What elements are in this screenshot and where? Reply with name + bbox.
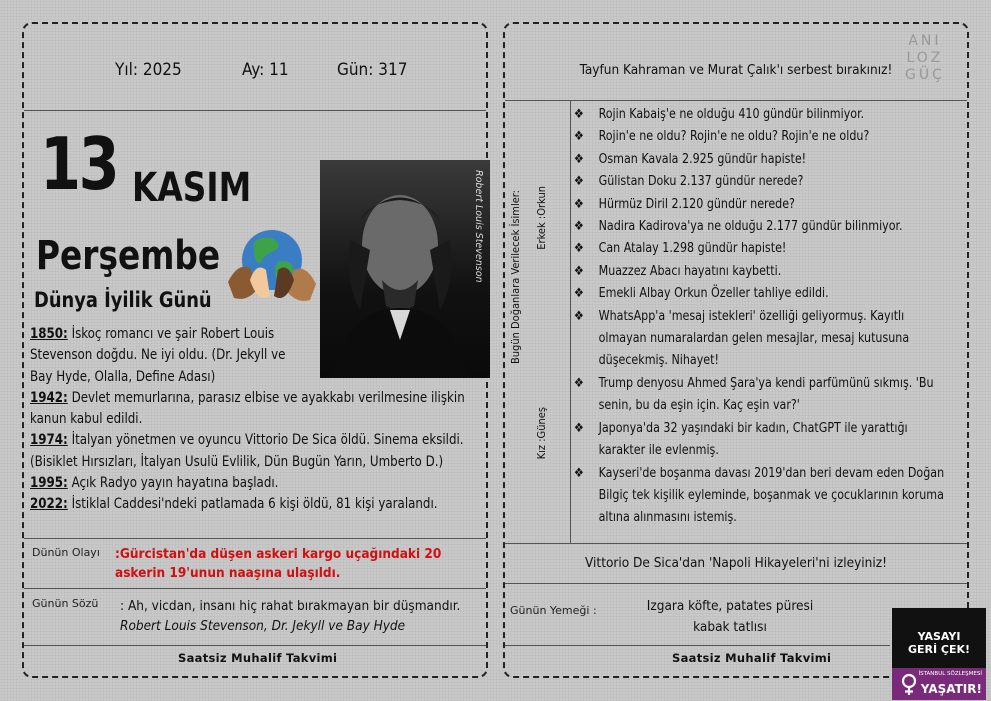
year-label: Yıl: 2025 <box>115 60 182 80</box>
right-header-divider <box>505 100 967 101</box>
quote-text: : Ah, vicdan, insanı hiç rahat bırakmayan bir düşmandır. Robert Louis Stevenson, Dr. Jekyll ve Bay Hyde <box>120 596 480 636</box>
news-item: ❖ Emekli Albay Orkun Özeller tahliye edildi. <box>572 283 947 305</box>
news-item: ❖ Rojin Kabaiş'e ne olduğu 410 gündür bilinmiyor. <box>572 104 947 126</box>
footer-left: Saatsiz Muhalif Takvimi <box>178 651 338 665</box>
history-item: 1995: Açık Radyo yayın hayatına başladı. <box>30 475 279 492</box>
news-item: ❖ Hürmüz Diril 2.120 gündür nerede? <box>572 194 947 216</box>
diamond-bullet-icon: ❖ <box>573 286 584 302</box>
news-item: ❖ Muazzez Abacı hayatını kaybetti. <box>572 261 947 283</box>
event-label: Dünün Olayı <box>32 546 100 559</box>
girl-name: Kız :Güneş <box>535 407 548 460</box>
history-item: 1942: Devlet memurlarına, parasız elbise ve ayakkabı verilmesine ilişkin kanun kabul edildi. <box>30 389 465 428</box>
names-divider <box>570 100 571 543</box>
diamond-bullet-icon: ❖ <box>573 420 584 436</box>
history-item: 2022: İstiklal Caddesi'ndeki patlamada 6 kişi öldü, 81 kişi yaralandı. <box>30 496 438 513</box>
news-item: ❖ Can Atalay 1.298 gündür hapiste! <box>572 238 947 260</box>
portrait-caption: Robert Louis Stevenson <box>473 170 484 283</box>
diamond-bullet-icon: ❖ <box>573 107 584 122</box>
month-name: KASIM <box>132 165 252 211</box>
diamond-bullet-icon: ❖ <box>573 196 584 212</box>
news-item: ❖ Kayseri'de boşanma davası 2019'dan beri devam eden Doğan Bilgiç tek kişilik eyleminde, boşanmak ve çocuklarının koruma altına alınmasını istemiş. <box>572 463 947 530</box>
meal-label: Günün Yemeği : <box>510 604 597 617</box>
globe-hands-icon <box>220 222 330 312</box>
news-divider <box>505 543 967 544</box>
history-item: 1850: İskoç romancı ve şair Robert Louis Stevenson doğdu. Ne iyi oldu. (Dr. Jekyll ve Bay Hyde, Olalla, Define Adası) <box>30 326 286 385</box>
film-recommendation: Vittorio De Sica'dan 'Napoli Hikayeleri'ni izleyiniz! <box>585 555 887 571</box>
history-item: 1974: İtalyan yönetmen ve oyuncu Vittorio De Sica öldü. Sinema eksildi. (Bisiklet Hırsızları, İtalyan Usulü Evlilik, Dün Bugün Yarın, Umberto D.) <box>30 432 464 470</box>
day-number: 13 <box>40 122 118 206</box>
month-label: Ay: 11 <box>242 60 289 80</box>
news-item: ❖ Osman Kavala 2.925 gündür hapiste! <box>572 149 947 171</box>
day-of-year-label: Gün: 317 <box>337 60 408 80</box>
news-item: ❖ Nadira Kadirova'ya ne olduğu 2.177 gündür bilinmiyor. <box>572 216 947 238</box>
diamond-bullet-icon: ❖ <box>573 151 584 167</box>
meal-text: Izgara köfte, patates püresi kabak tatlısı <box>646 598 814 635</box>
diamond-bullet-icon: ❖ <box>573 308 584 324</box>
news-item: ❖ Japonya'da 32 yaşındaki bir kadın, ChatGPT ile yarattığı karakter ile evlenmiş. <box>572 418 947 463</box>
film-divider <box>505 583 967 584</box>
quote-label: Günün Sözü <box>32 597 99 610</box>
special-day: Dünya İyilik Günü <box>34 288 212 312</box>
diamond-bullet-icon: ❖ <box>573 129 584 145</box>
diamond-bullet-icon: ❖ <box>573 263 584 279</box>
footer-right: Saatsiz Muhalif Takvimi <box>672 651 832 665</box>
news-item: ❖ WhatsApp'a 'mesaj istekleri' özelliği geliyormuş. Kayıtlı olmayan numaralardan gelen mesajlar, mesaj kutusuna düşecekmiş. Nihayet! <box>572 306 947 373</box>
logo: ANI LOZ GÜÇ <box>905 33 945 83</box>
history-divider <box>24 538 486 539</box>
campaign-badge: YASAYI GERİ ÇEK! İSTANBUL SÖZLEŞMESİ YAŞATIR! <box>892 608 986 700</box>
news-item: ❖ Trump denyosu Ahmed Şara'ya kendi parfümünü sıkmış. 'Bu senin, bu da eşin için. Kaç eşin var?' <box>572 373 947 418</box>
headline: Tayfun Kahraman ve Murat Çalık'ı serbest bırakınız! <box>579 62 893 78</box>
boy-name: Erkek :Orkun <box>535 186 548 250</box>
quote-divider <box>24 645 486 646</box>
quote-author: Robert Louis Stevenson, Dr. Jekyll ve Bay Hyde <box>120 618 406 634</box>
history-list <box>30 324 467 516</box>
event-text: :Gürcistan'da düşen askeri kargo uçağındaki 20 askerin 19'unun naaşına ulaşıldı. <box>115 546 442 581</box>
meal-divider <box>505 645 890 646</box>
diamond-bullet-icon: ❖ <box>573 241 584 257</box>
news-list <box>572 104 947 530</box>
news-item: ❖ Gülistan Doku 2.137 gündür nerede? <box>572 171 947 193</box>
diamond-bullet-icon: ❖ <box>573 174 584 190</box>
left-header-divider <box>24 110 486 111</box>
names-title: Bugün Doğanlara Verilecek İsimler: <box>509 190 522 364</box>
female-symbol-icon <box>898 672 920 696</box>
news-item: ❖ Rojin'e ne oldu? Rojin'e ne oldu? Rojin'e ne oldu? <box>572 126 947 148</box>
diamond-bullet-icon: ❖ <box>573 219 584 235</box>
diamond-bullet-icon: ❖ <box>573 465 584 481</box>
weekday: Perşembe <box>36 233 221 279</box>
diamond-bullet-icon: ❖ <box>573 375 584 391</box>
event-divider <box>24 588 486 589</box>
